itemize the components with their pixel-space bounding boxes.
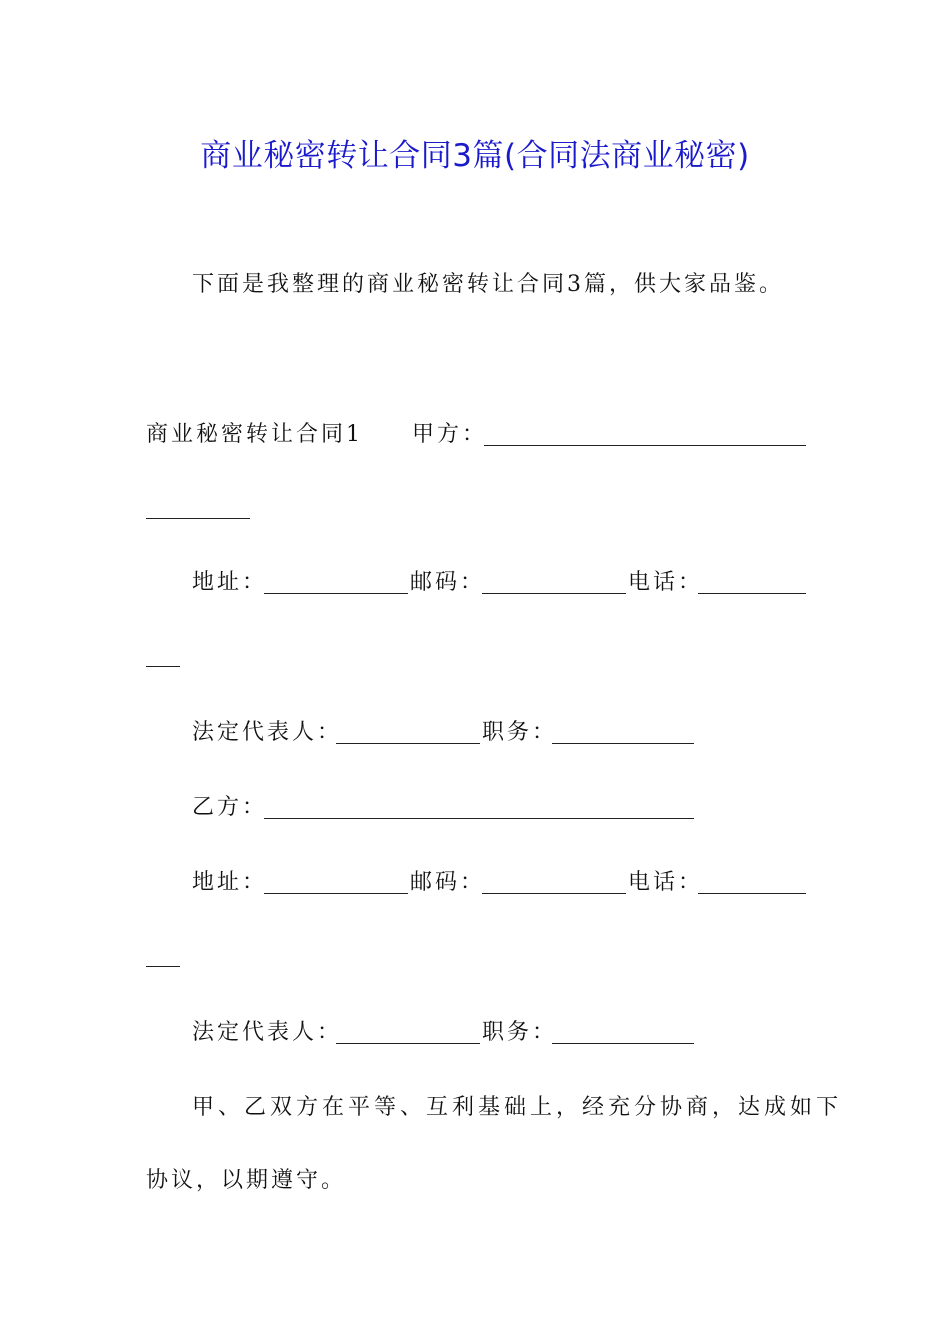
party-b-name-field	[264, 818, 694, 819]
party-a-phone-field	[698, 593, 806, 594]
party-b-position-field	[552, 1043, 694, 1044]
party-a-phone-label: 电话：	[628, 570, 704, 595]
party-a-legal-rep-label: 法定代表人：	[192, 720, 343, 745]
party-a-legal-rep-field	[336, 743, 480, 744]
party-a-position-label: 职务：	[482, 720, 558, 745]
party-a-postcode-field	[482, 593, 626, 594]
party-b-address-field	[264, 893, 408, 894]
party-a-name-field-continued	[146, 518, 250, 519]
intro-text: 下面是我整理的商业秘密转让合同3篇，供大家品鉴。	[192, 272, 784, 297]
party-b-legal-rep-field	[336, 1043, 480, 1044]
party-b-position-label: 职务：	[482, 1020, 558, 1045]
party-b-label: 乙方：	[192, 795, 268, 820]
contract-heading: 商业秘密转让合同1	[146, 422, 363, 447]
party-a-name-field	[484, 445, 806, 446]
party-a-address-label: 地址：	[192, 570, 268, 595]
agreement-paragraph-line1: 甲、乙双方在平等、互利基础上，经充分协商，达成如下	[192, 1095, 843, 1120]
party-b-legal-rep-label: 法定代表人：	[192, 1020, 343, 1045]
party-a-position-field	[552, 743, 694, 744]
party-b-phone-field	[698, 893, 806, 894]
party-a-postcode-label: 邮码：	[410, 570, 486, 595]
party-b-address-label: 地址：	[192, 870, 268, 895]
party-b-phone-label: 电话：	[628, 870, 704, 895]
party-a-phone-field-continued	[146, 666, 180, 667]
party-b-postcode-field	[482, 893, 626, 894]
document-title: 商业秘密转让合同3篇(合同法商业秘密)	[200, 138, 750, 174]
party-b-postcode-label: 邮码：	[410, 870, 486, 895]
party-b-phone-field-continued	[146, 966, 180, 967]
party-a-address-field	[264, 593, 408, 594]
party-a-label: 甲方：	[412, 422, 488, 447]
agreement-paragraph-line2: 协议，以期遵守。	[146, 1168, 347, 1193]
